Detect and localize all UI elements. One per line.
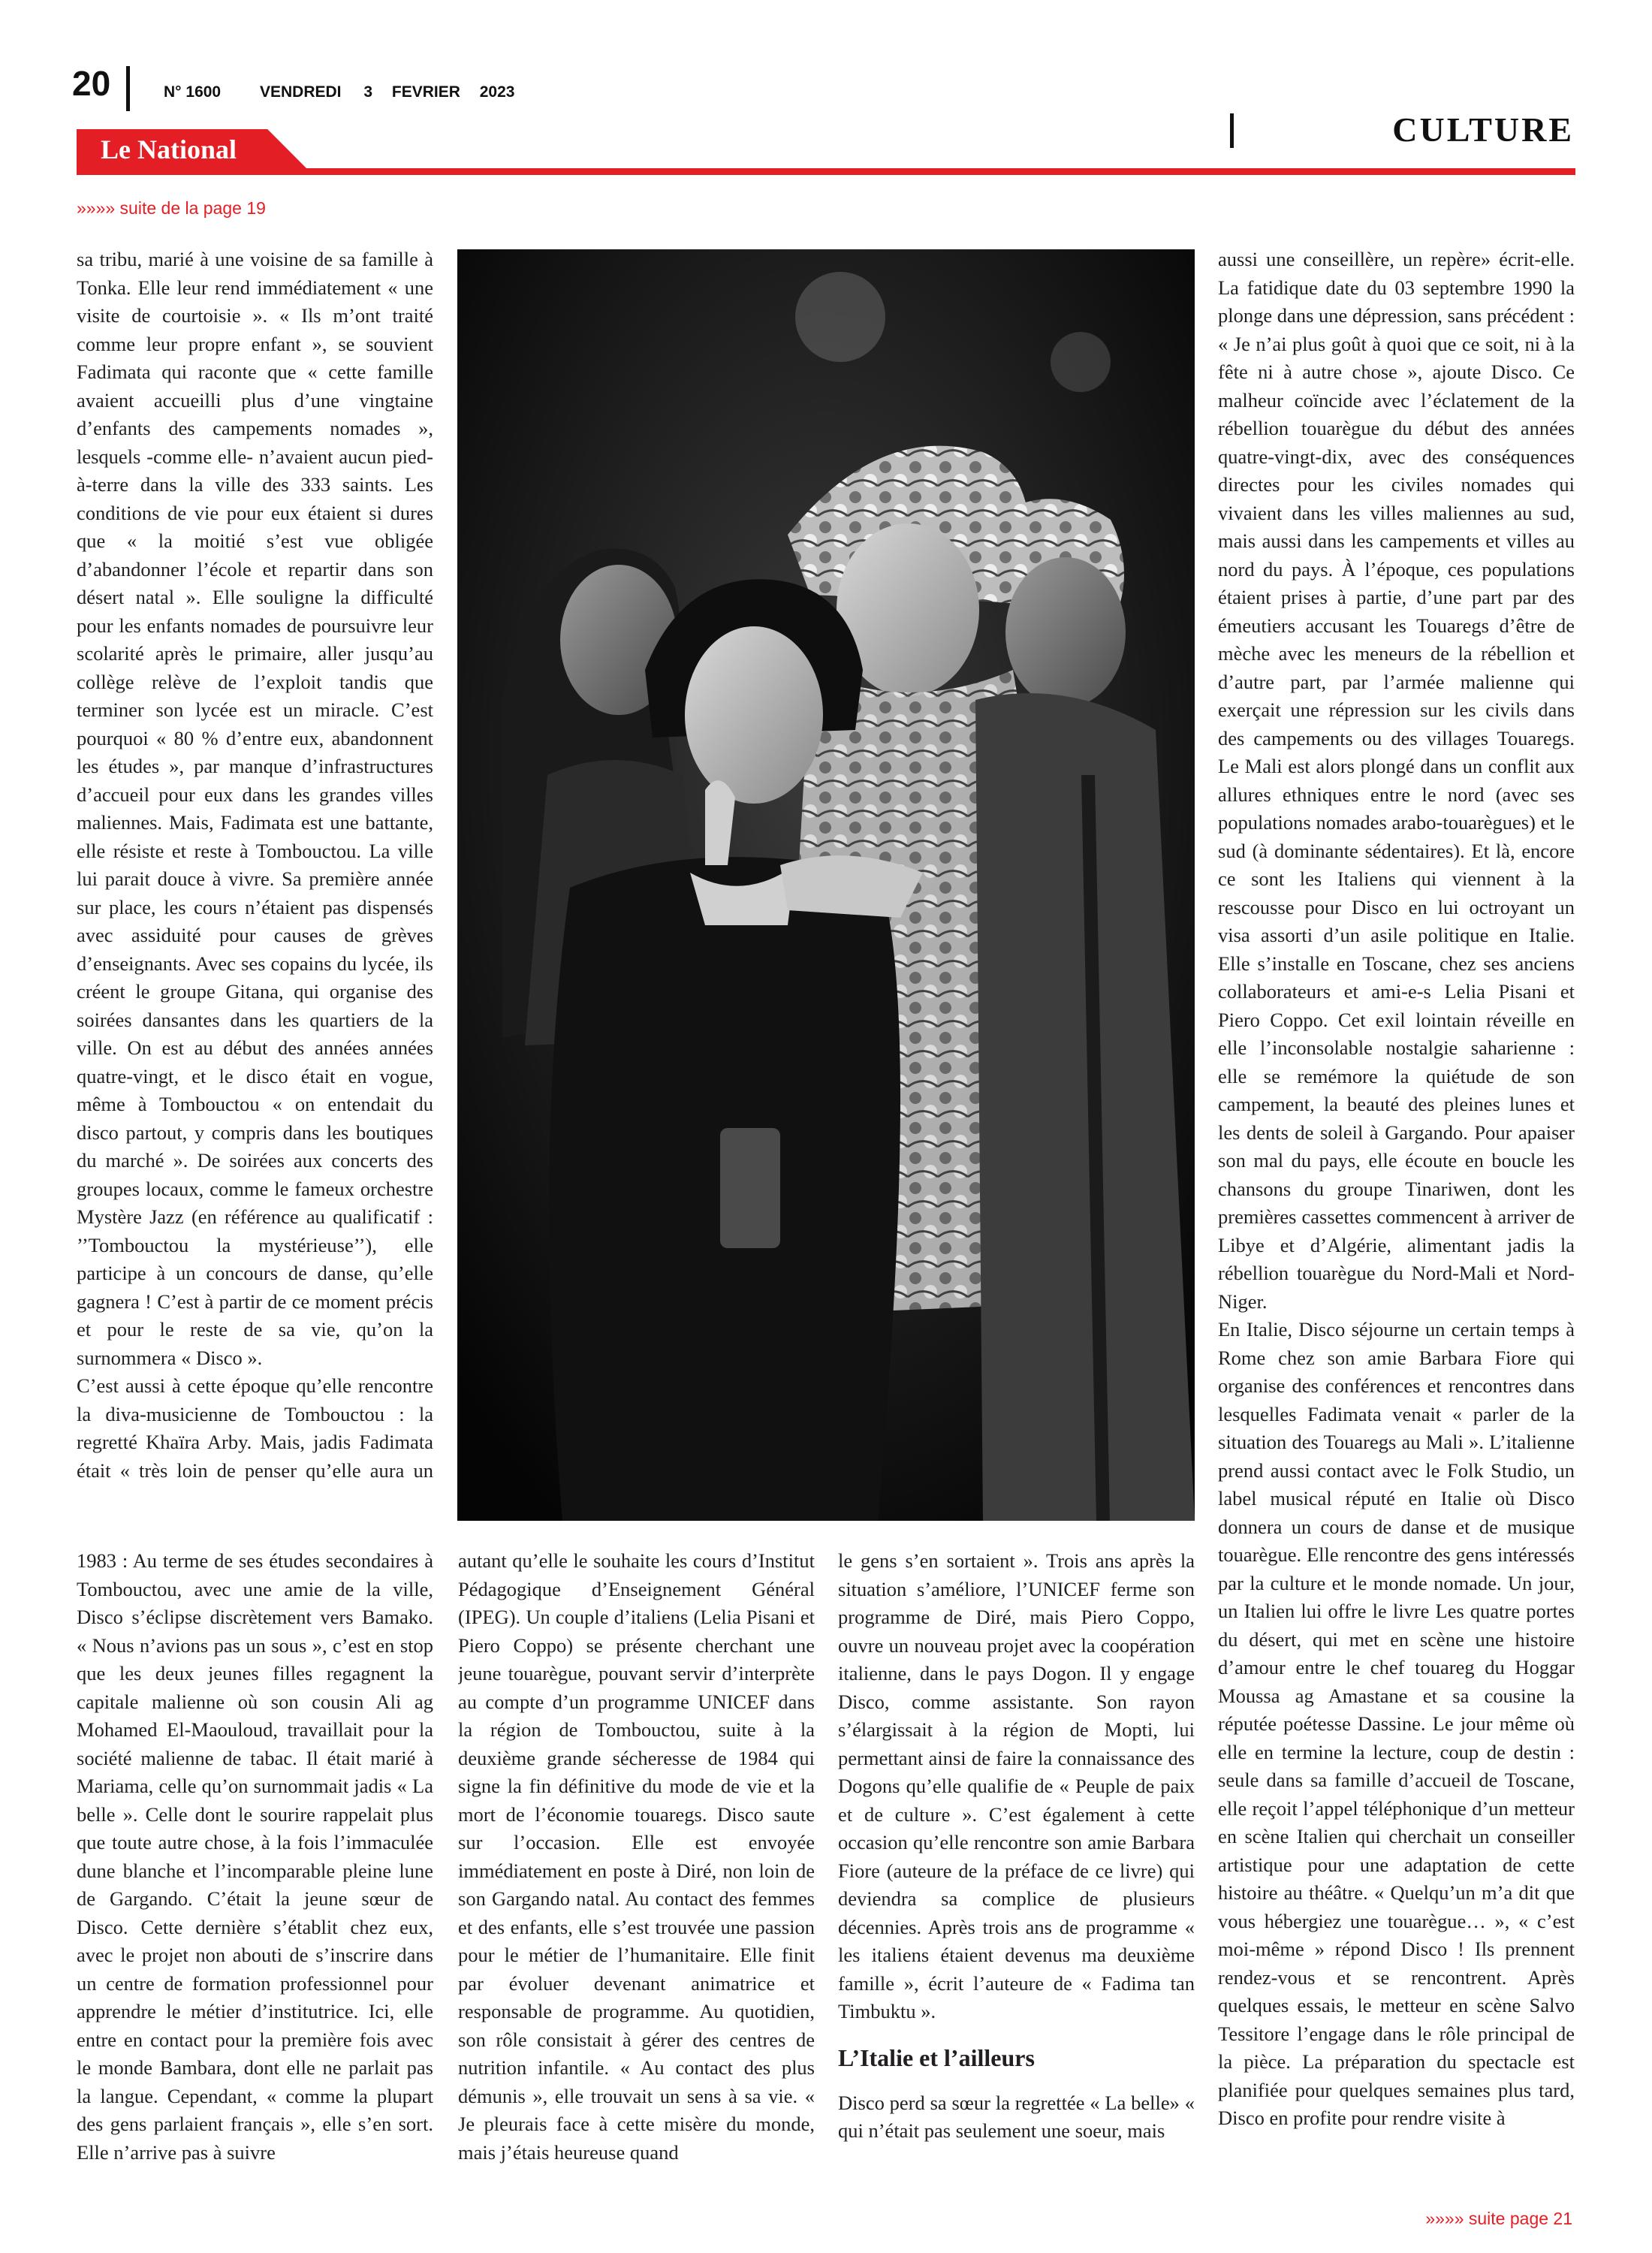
continued-from: »»»» suite de la page 19	[77, 198, 266, 218]
article-photo	[457, 249, 1195, 1521]
paragraph: autant qu’elle le souhaite les cours d’Institut Pédagogique d’Enseignement Général (IPEG). Un couple d’italiens (Lelia Pisani et Piero Coppo) se présente cherchant une jeune touarègue, pouvant servir d’interprète au compte d’un programme UNICEF dans la région de Tombouctou, suite à la deuxième grande sécheresse de 1984 qui signe la fin définitive du mode de vie et la mort de l’économie touaregs. Disco saute sur l’occasion. Elle est envoyée immédiatement en poste à Diré, non loin de son Gargando natal. Au contact des femmes et des enfants, elle s’est trouvée une passion pour le métier de l’humanitaire. Elle finit par évoluer devenant animatrice et responsable de programme. Au quotidien, son rôle consistait à gérer des centres de nutrition infantile. « Au contact des plus démunis », elle trouvait un sens à sa vie. « Je pleurais face à cette misère du monde, mais j’étais heureuse quand	[458, 1549, 815, 2164]
group-portrait-photo	[457, 249, 1195, 1521]
page-number: 20	[72, 64, 111, 103]
paragraph: Disco perd sa sœur la regrettée « La belle» « qui n’était pas seulement une soeur, mais	[838, 2091, 1195, 2142]
article-column-1-continued	[77, 1547, 433, 2178]
article-column-4	[1218, 246, 1575, 2183]
paragraph: C’est aussi à cette époque qu’elle rencontre la diva-musicienne de Tombouctou : la regretté Khaïra Arby. Mais, jadis Fadimata était « très loin de penser qu’elle aura un	[77, 1374, 433, 1481]
issue-year: 2023	[479, 83, 515, 101]
article-column-1	[77, 246, 433, 1481]
issue-date-number: 3	[363, 83, 373, 101]
paragraph: le gens s’en sortaient ». Trois ans après la situation s’améliore, l’UNICEF ferme son programme de Diré, mais Piero Coppo, ouvre un nouveau projet avec la coopération italienne, dans le pays Dogon. Il y engage Disco, comme assistante. Son rayon s’élargissait à la région de Mopti, lui permettant ainsi de faire la connaissance des Dogons qu’elle qualifie de « Peuple de paix et de culture ». C’est également à cette occasion qu’elle rencontre son amie Barbara Fiore (auteure de la préface de ce livre) qui deviendra sa complice de plusieurs décennies. Après trois ans de programme « les italiens étaient devenus ma deuxième famille », écrit l’auteure de « Fadima tan Timbuktu ».	[838, 1549, 1195, 2022]
paragraph: aussi une conseillère, un repère» écrit-elle. La fatidique date du 03 septembre 1990 la plonge dans une dépression, sans précédent : « Je n’ai plus goût à quoi que ce soit, ni à la fête ni à autre chose », ajoute Disco. Ce malheur coïncide avec l’éclatement de la rébellion touarègue du début des années quatre-vingt-dix, avec des conséquences directes pour les civiles nomades qui vivaient dans les villes maliennes au sud, mais aussi dans les campements et villes au nord du pays. À l’époque, ces populations étaient prises à partie, d’une part par des émeutiers accusant les Touaregs d’être de mèche avec les meneurs de la rébellion et d’autre part, par l’armée malienne qui exerçait une répression sur les civils dans des campements ou des villages Touaregs. Le Mali est alors plongé dans un conflit aux allures ethniques entre le nord (avec ses populations nomades arabo-touarègues) et le sud (à dominante sédentaires). Et là, encore ce sont les Italiens qui viennent à la rescousse pour Disco en lui octroyant un visa assorti d’un asile politique en Italie. Elle s’installe en Toscane, chez ses anciens collaborateurs et ami-e-s Lelia Pisani et Piero Coppo. Cet exil lointain réveille en elle l’inconsolable nostalgie saharienne : elle se remémore la quiétude de son campement, la beauté des pleines lunes et les dents de soleil à Gargando. Pour apaiser son mal du pays, elle écoute en boucle les chansons du groupe Tinariwen, dont les premières cassettes commencent à arriver de Libye et d’Algérie, alimentant jadis la rébellion touarègue du Nord-Mali et Nord-Niger.	[1218, 248, 1575, 1313]
section-divider	[1230, 113, 1234, 148]
paragraph: sa tribu, marié à une voisine de sa famille à Tonka. Elle leur rend immédiatement « une visite de courtoisie ». « Ils m’ont traité comme leur propre enfant », se souvient Fadimata qui raconte que « cette famille avaient accueilli plus d’une vingtaine d’enfants des campements nomades », lesquels -comme elle- n’avaient aucun pied-à-terre dans la ville des 333 saints. Les conditions de vie pour eux étaient si dures que « la moitié s’est vue obligée d’abandonner l’école et repartir dans son désert natal ». Elle souligne la difficulté pour les enfants nomades de poursuivre leur scolarité après le primaire, aller jusqu’au collège relève de l’exploit tandis que terminer son lycée est un miracle. C’est pourquoi « 80 % d’entre eux, abandonnent les études », par manque d’infrastructures d’accueil pour eux dans les grandes villes maliennes. Mais, Fadimata est une battante, elle résiste et reste à Tombouctou. La ville lui parait douce à vivre. Sa première année sur place, les cours n’étaient pas dispensés avec assiduité pour causes de grèves d’enseignants. Avec ses copains du lycée, ils créent le groupe Gitana, qui organise des soirées dansantes dans les quartiers de la ville. On est au début des années années quatre-vingt, et le disco était en vogue, même à Tombouctou « on entendait du disco partout, y compris dans les boutiques du marché ». De soirées aux concerts des groupes locaux, comme le fameux orchestre Mystère Jazz (en référence au qualificatif : ’’Tombouctou la mystérieuse’’), elle participe à un concours de danse, qu’elle gagnera ! C’est à partir de ce moment précis et pour le reste de sa vie, qu’on la surnommera « Disco ».	[77, 248, 433, 1369]
issue-month: FEVRIER	[391, 83, 460, 101]
issue-day: VENDREDI	[259, 83, 342, 101]
issue-number: N° 1600	[164, 83, 222, 101]
paragraph: 1983 : Au terme de ses études secondaires à Tombouctou, avec une amie de la ville, Disco s’éclipse discrètement vers Bamako. « Nous n’avions pas un sous », c’est en stop que les deux jeunes filles regagnent la capitale malienne où son cousin Ali ag Mohamed El-Maouloud, travaillait pour la société malienne de tabac. Il était marié à Mariama, celle qu’on surnommait jadis « La belle ». Celle dont le sourire rappelait plus que toute autre chose, à la fois l’immaculée dune blanche et l’incomparable pleine lune de Gargando. C’était la jeune sœur de Disco. Cette dernière s’établit chez eux, avec le projet non abouti de s’inscrire dans un centre de formation professionnel pour apprendre le métier d’institutrice. Ici, elle entre en contact pour la première fois avec le monde Bambara, dont elle ne parlait pas la langue. Cependant, « comme la plupart des gens parlaient français », elle s’en sort. Elle n’arrive pas à suivre	[77, 1549, 433, 2164]
paragraph: En Italie, Disco séjourne un certain temps à Rome chez son amie Barbara Fiore qui organise des conférences et rencontres dans lesquelles Fadimata venait « parler de la situation des Touaregs au Mali ». L’italienne prend aussi contact avec le Folk Studio, un label musical réputé en Italie où Disco donnera un cours de danse et de musique touarègue. Elle rencontre des gens intéressés par la culture et le monde nomade. Un jour, un Italien lui offre le livre Les quatre portes du désert, qui met en scène une histoire d’amour entre le chef touareg du Hoggar Moussa ag Amastane et sa cousine la réputée poétesse Dassine. Le jour même où elle en termine la lecture, coup de destin : seule dans sa famille d’accueil de Toscane, elle reçoit l’appel téléphonique d’un metteur en scène Italien qui cherchait un conseiller artistique pour une adaptation de cette histoire au théâtre. « Quelqu’un m’a dit que vous hébergiez une touarègue… », « c’est moi-même » répond Disco ! Ils prennent rendez-vous et se rencontrent. Après quelques essais, le metteur en scène Salvo Tessitore l’engage dans le rôle principal de la pièce. La préparation du spectacle est planifiée pour quelques semaines plus tard, Disco en profite pour rendre visite à	[1218, 1318, 1575, 2129]
brand-name: Le National	[101, 134, 237, 164]
section-title: CULTURE	[1392, 110, 1574, 149]
article-column-2	[458, 1547, 815, 2178]
header-red-rule	[77, 168, 1575, 175]
article-column-3	[838, 1547, 1195, 2178]
subheading-italie: L’Italie et l’ailleurs	[838, 2043, 1035, 2071]
header-divider	[126, 66, 130, 111]
continued-to: »»»» suite page 21	[1425, 2209, 1572, 2228]
issue-date-line	[164, 83, 529, 101]
